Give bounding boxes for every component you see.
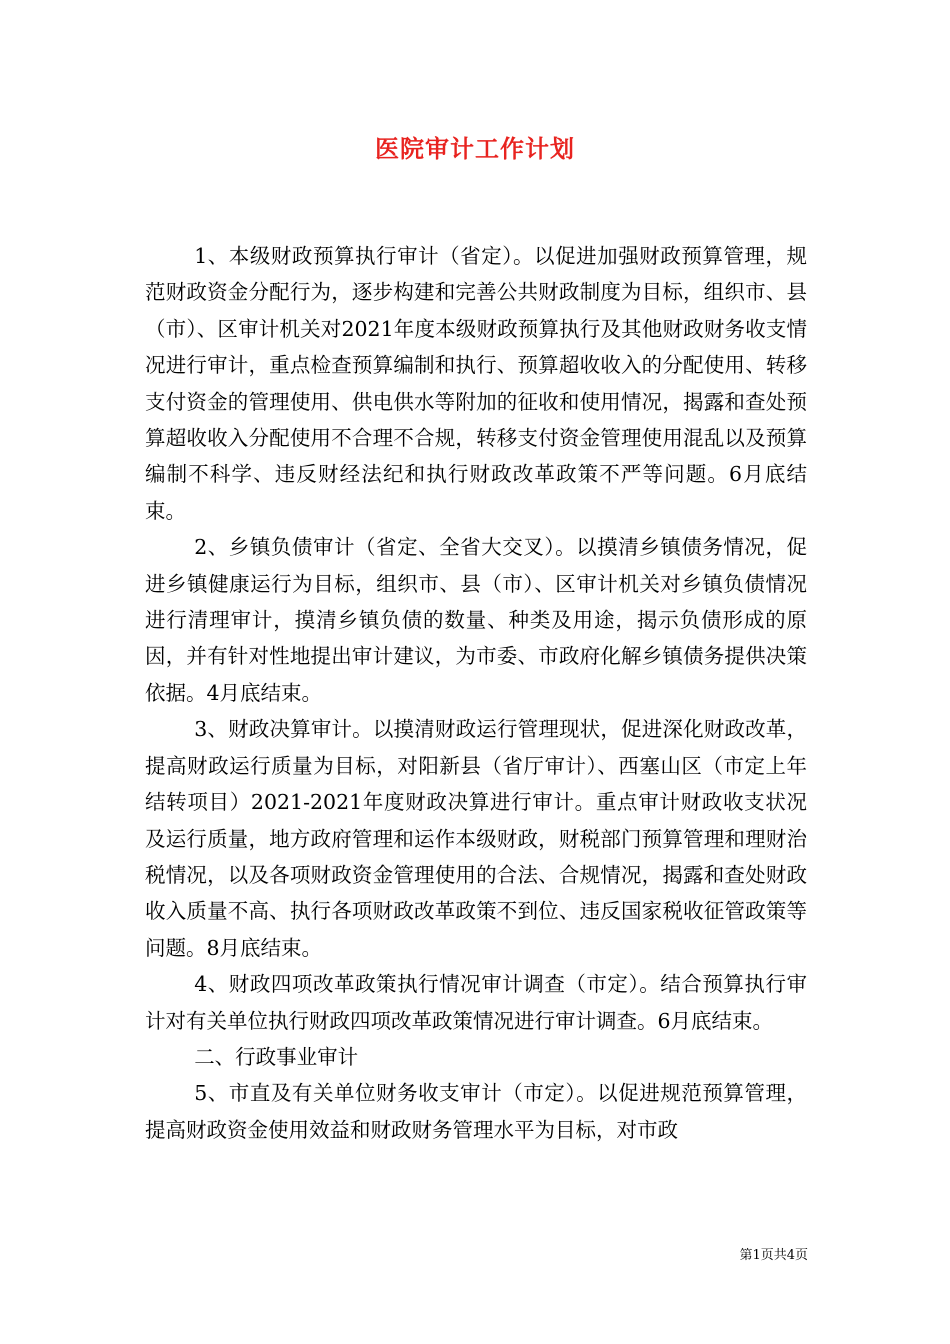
paragraph-1: 1、本级财政预算执行审计（省定）。以促进加强财政预算管理，规范财政资金分配行为，逐步构建和完善公共财政制度为目标，组织市、县（市）、区审计机关对2021年度本级财政预算执行及其他财政财务收支情况进行审计，重点检查预算编制和执行、预算超收收入的分配使用、转移支付资金的管理使用、供电供水等附加的征收和使用情况，揭露和查处预算超收收入分配使用不合理不合规，转移支付资金管理使用混乱以及预算编制不科学、违反财经法纪和执行财政改革政策不严等问题。6月底结束。	[145, 244, 807, 523]
paragraph-2: 2、乡镇负债审计（省定、全省大交叉）。以摸清乡镇债务情况，促进乡镇健康运行为目标，组织市、县（市）、区审计机关对乡镇负债情况进行清理审计，摸清乡镇负债的数量、种类及用途，揭示负债形成的原因，并有针对性地提出审计建议，为市委、市政府化解乡镇债务提供决策依据。4月底结束。	[145, 535, 807, 705]
paragraph-3: 3、财政决算审计。以摸清财政运行管理现状，促进深化财政改革，提高财政运行质量为目标，对阳新县（省厅审计）、西塞山区（市定上年结转项目）2021-2021年度财政决算进行审计。重点审计财政收支状况及运行质量，地方政府管理和运作本级财政，财税部门预算管理和理财治税情况，以及各项财政资金管理使用的合法、合规情况，揭露和查处财政收入质量不高、执行各项财政改革政策不到位、违反国家税收征管政策等问题。8月底结束。	[145, 717, 807, 960]
page-number: 第1页共4页	[739, 1248, 808, 1263]
section-heading: 二、行政事业审计	[194, 1044, 359, 1069]
page-title: 医院审计工作计划	[375, 134, 575, 163]
paragraph-4: 4、财政四项改革政策执行情况审计调查（市定）。结合预算执行审计对有关单位执行财政四项改革政策情况进行审计调查。6月底结束。	[145, 972, 807, 1033]
document-body	[145, 238, 807, 1148]
paragraph-5: 5、市直及有关单位财务收支审计（市定）。以促进规范预算管理，提高财政资金使用效益和财政财务管理水平为目标，对市政	[145, 1081, 807, 1142]
